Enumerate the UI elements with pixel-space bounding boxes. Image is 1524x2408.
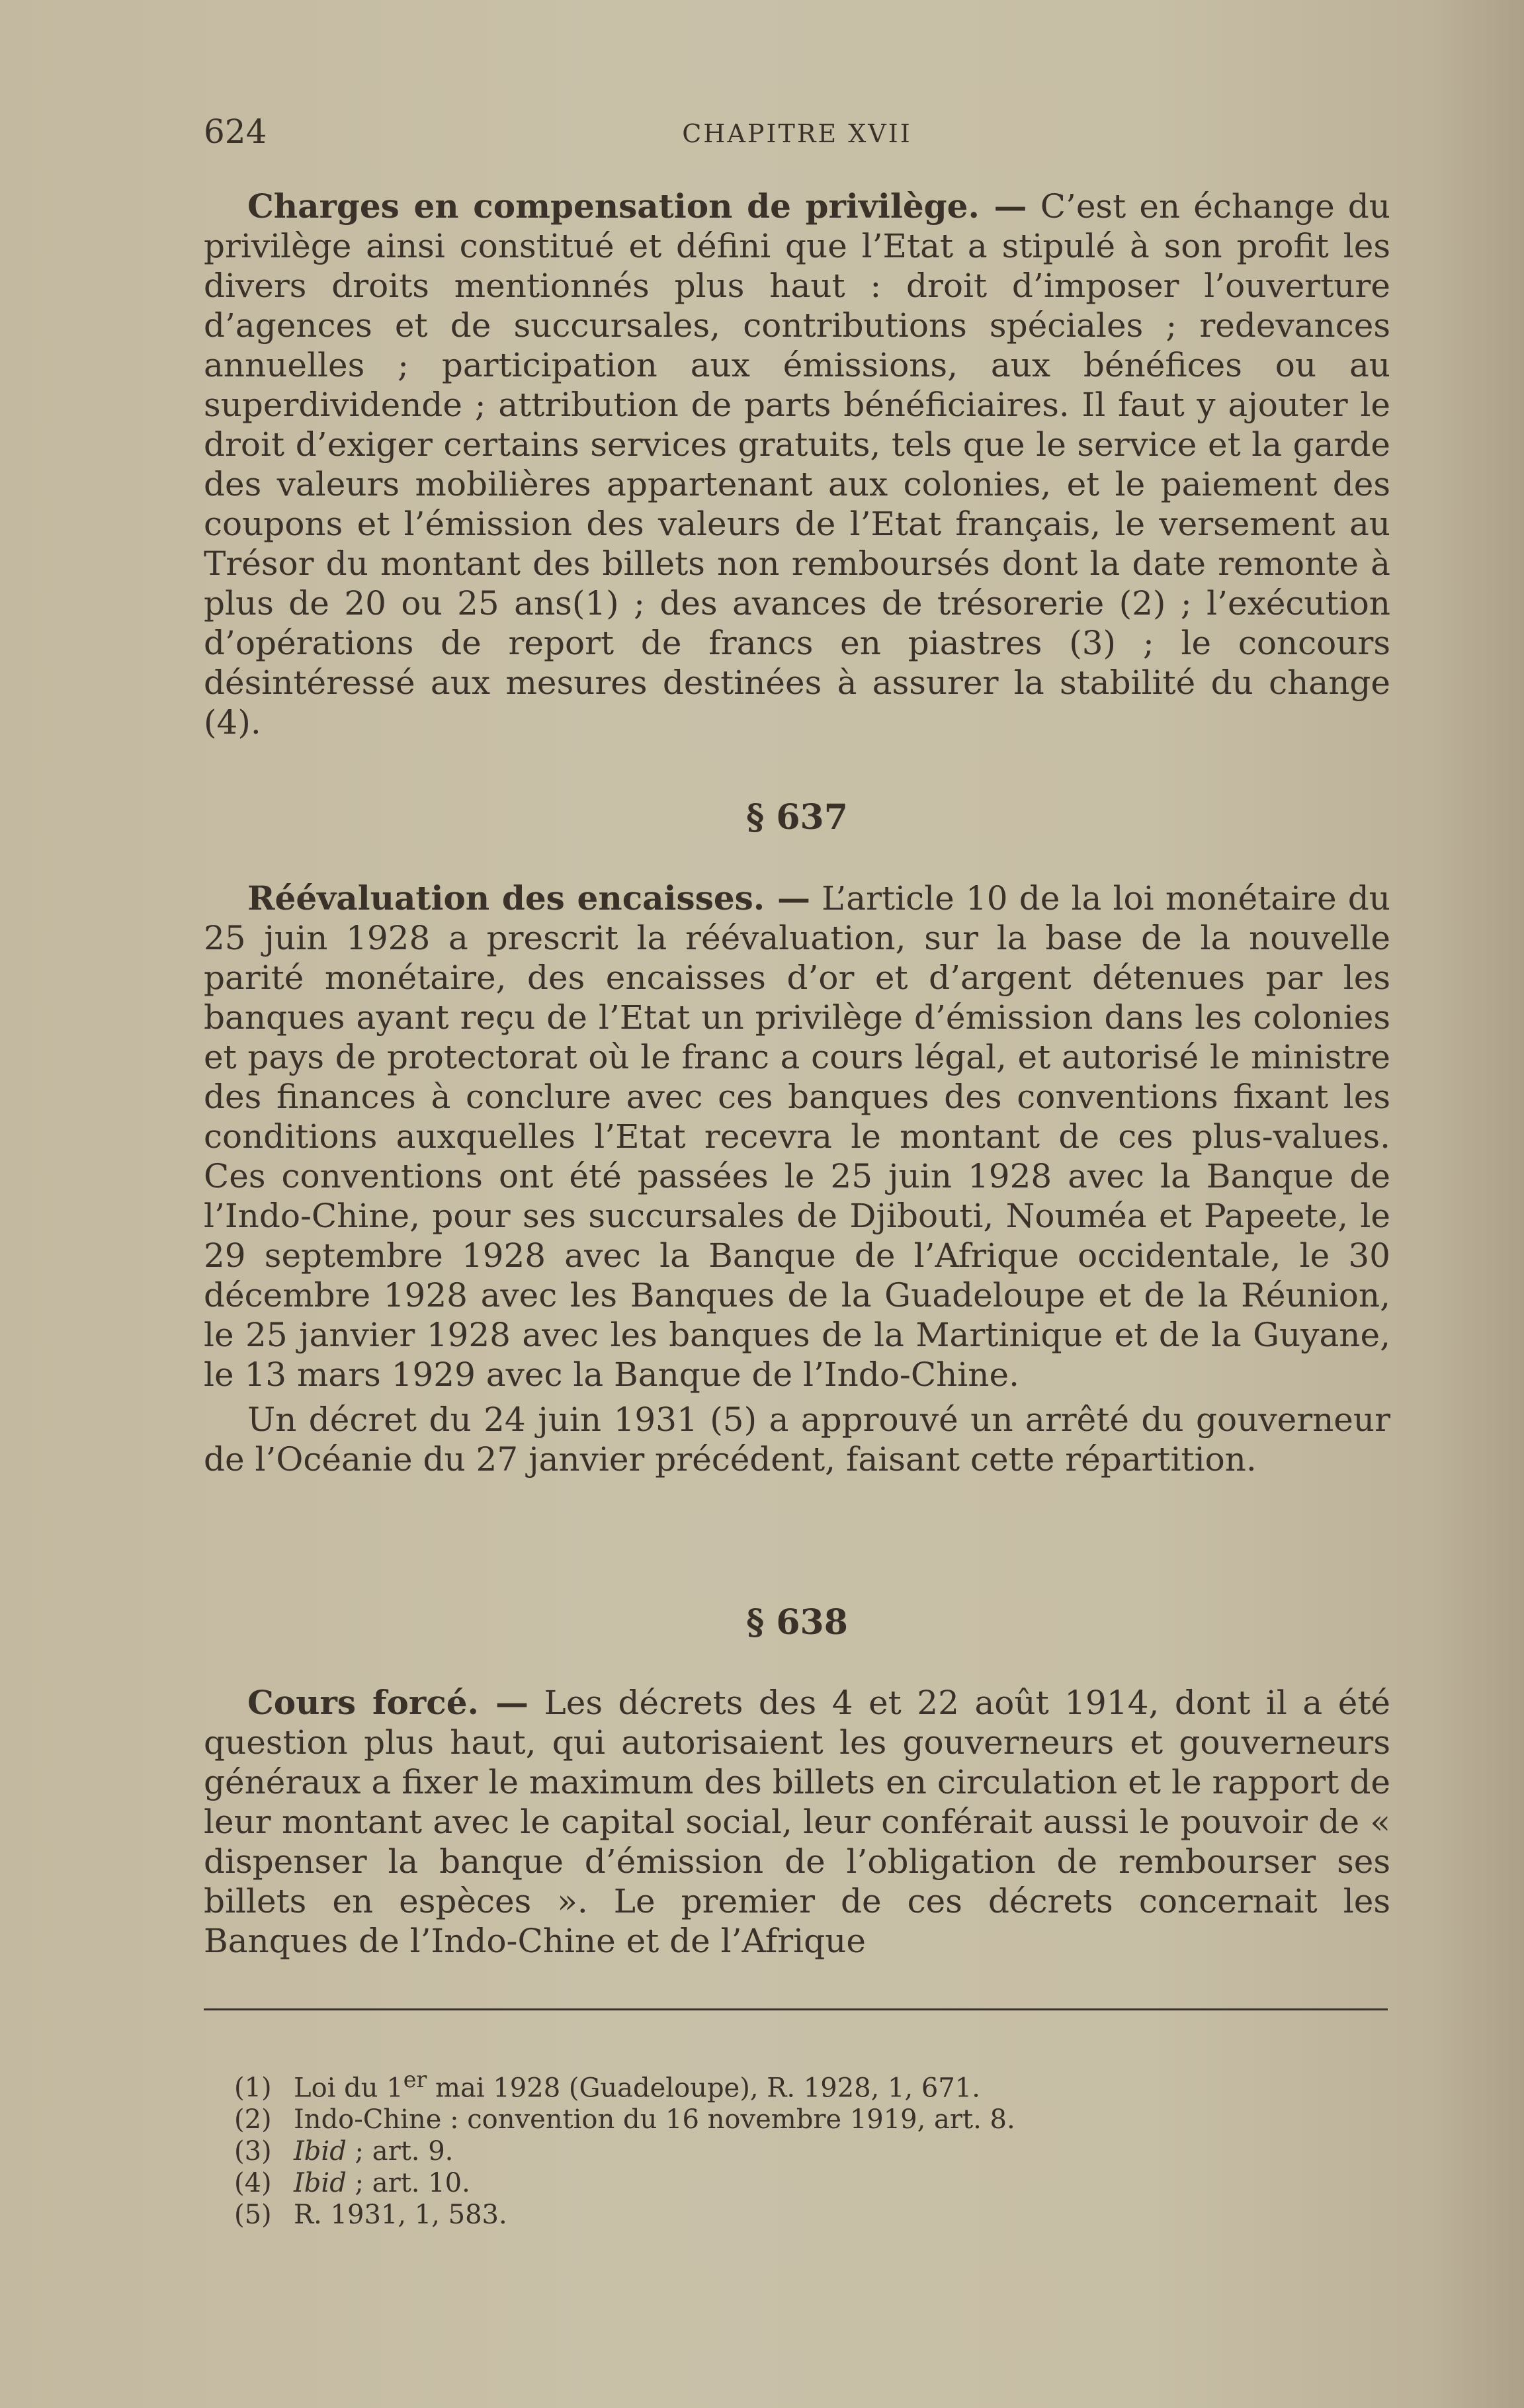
paragraph-text: Les décrets des 4 et 22 août 1914, dont il a été question plus haut, qui autorisaient les gouverneurs et gouverneurs généraux a fixer le maximum des billets en circulation et le rapport de leur montant avec le capital social, leur conférait aussi le pouvoir de « dispenser la banque d’émission de l’obligation de rembourser ses billets en espèces ». Le premier de ces décrets concernait les Banques de l’Indo-Chine et de l’Afrique <box>204 1684 1391 1960</box>
running-head <box>204 112 1390 159</box>
footnote-2 <box>234 2104 1226 2135</box>
section-heading-637: § 637 <box>746 797 848 838</box>
footnote-ibid: Ibid <box>294 2136 347 2167</box>
paragraph <box>204 1683 1390 1961</box>
footnote-text: mai 1928 (Guadeloupe), R. 1928, 1, 671. <box>427 2073 980 2104</box>
footnote-5 <box>234 2199 1226 2231</box>
footnote-mark: (4) <box>234 2168 272 2199</box>
footnote-ibid: Ibid <box>294 2168 347 2199</box>
footnotes <box>234 2064 1226 2231</box>
page-number: 624 <box>204 112 267 151</box>
footnote-text: Loi du 1 <box>294 2073 403 2104</box>
paragraph-text: Un décret du 24 juin 1931 (5) a approuvé un arrêté du gouverneur de l’Océanie du 27 janvier précédent, faisant cette répartition. <box>204 1400 1390 1479</box>
footnote-mark: (3) <box>234 2136 272 2167</box>
run-in-heading: Réévaluation des encaisses. — <box>247 879 810 918</box>
section-heading-638: § 638 <box>746 1602 848 1643</box>
footnote-1 <box>234 2064 1226 2104</box>
footnote-text: ; art. 10. <box>346 2168 470 2199</box>
page-edge-shadow <box>1431 0 1524 2408</box>
run-in-heading: Cours forcé. — <box>247 1683 529 1722</box>
footnote-mark: (1) <box>234 2073 272 2104</box>
paragraph <box>204 1400 1390 1479</box>
footnote-separator <box>204 2008 1388 2010</box>
paragraph-charges <box>204 187 1390 742</box>
paragraph <box>204 879 1390 1395</box>
footnote-text: R. 1931, 1, 583. <box>294 2200 507 2231</box>
paragraph <box>204 187 1390 742</box>
footnote-mark: (5) <box>234 2200 272 2231</box>
section-638-body <box>204 1683 1390 1961</box>
chapter-title: CHAPITRE XVII <box>682 119 912 148</box>
paragraph-text: L’article 10 de la loi monétaire du 25 juin 1928 a prescrit la réévaluation, sur la base de la nouvelle parité monétaire, des encaisses d’or et d’argent détenues par les banques ayant reçu de l’Etat un privilège d’émission dans les colonies et pays de protectorat où le franc a cours légal, et autorisé le ministre des finances à conclure avec ces banques des conventions fixant les conditions auxquelles l’Etat recevra le montant de ces plus-values. Ces conventions ont été passées le 25 juin 1928 avec la Banque de l’Indo-Chine, pour ses succursales de Djibouti, Nouméa et Papeete, le 29 septembre 1928 avec la Banque de l’Afrique occidentale, le 30 décembre 1928 avec les Banques de la Guadeloupe et de la Réunion, le 25 janvier 1928 avec les banques de la Martinique et de la Guyane, le 13 mars 1929 avec la Banque de l’Indo-Chine. <box>204 879 1390 1394</box>
footnote-3 <box>234 2135 1226 2167</box>
section-637-body <box>204 879 1390 1479</box>
footnote-text: Indo-Chine : convention du 16 novembre 1919, art. 8. <box>294 2104 1015 2135</box>
paragraph-text: C’est en échange du privilège ainsi constitué et défini que l’Etat a stipulé à son profit les divers droits mentionnés plus haut : droit d’imposer l’ouverture d’agences et de succursales, contributions spéciales ; redevances annuelles ; participation aux émissions, aux bénéfices ou au superdividende ; attribution de parts bénéficiaires. Il faut y ajouter le droit d’exiger certains services gratuits, tels que le service et la garde des valeurs mobilières appartenant aux colonies, et le paiement des coupons et l’émission des valeurs de l’Etat français, le versement au Trésor du montant des billets non remboursés dont la date remonte à plus de 20 ou 25 ans(1) ; des avances de trésorerie (2) ; l’exécution d’opérations de report de francs en piastres (3) ; le concours désintéressé aux mesures destinées à assurer la stabilité du change (4). <box>204 187 1391 742</box>
footnote-text: ; art. 9. <box>346 2136 454 2167</box>
footnote-mark: (2) <box>234 2104 272 2135</box>
run-in-heading: Charges en compensation de privilège. — <box>247 187 1027 226</box>
footnote-superscript: er <box>403 2067 427 2092</box>
footnote-4 <box>234 2167 1226 2199</box>
